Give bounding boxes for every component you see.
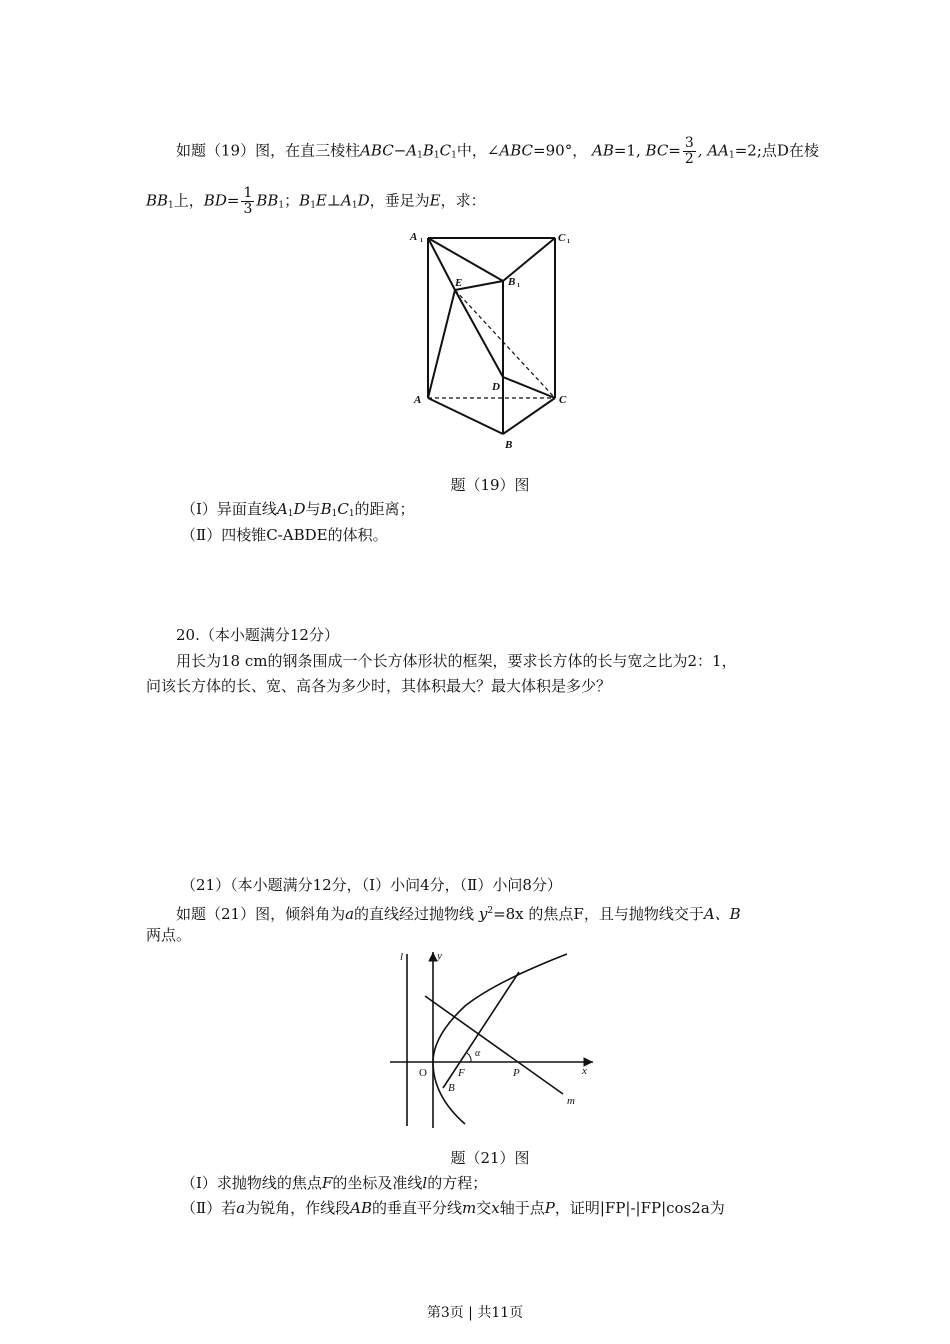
label-d: D — [492, 381, 500, 393]
label-b1-sub: 1 — [517, 283, 520, 289]
q20-header: 20.（本小题满分12分） — [176, 626, 339, 644]
label-alpha: α — [475, 1048, 481, 1059]
edge-b-c — [503, 398, 555, 434]
edge-e-c-dashed — [455, 290, 555, 398]
angle-alpha-arc — [467, 1053, 471, 1062]
q21-line1: 如题（21）图，倾斜角为a的直线经过抛物线 $y^2=8x$ 的焦点F，且与抛物线交于A、B — [176, 905, 741, 923]
label-x: x — [582, 1065, 587, 1077]
figure-19-prism — [400, 226, 590, 456]
figure-21-parabola — [385, 946, 600, 1131]
page-footer: 第3页 | 共11页 — [426, 1305, 524, 1321]
label-m: m — [567, 1095, 575, 1107]
q19-part2: （Ⅱ）四棱锥C-ABDE的体积。 — [181, 526, 388, 544]
label-c1-sub: 1 — [567, 239, 570, 245]
label-a1-sub: 1 — [420, 238, 423, 244]
label-a1: A — [410, 231, 418, 243]
label-b: B — [448, 1082, 455, 1094]
edge-a-b — [428, 398, 503, 434]
label-c1: C — [558, 232, 566, 244]
fraction-3-2: $\frac{3}{2}$ — [684, 135, 694, 167]
q21-line2: 两点。 — [146, 926, 192, 944]
q19-part1: （Ⅰ）异面直线$A_1D$与$B_1C_1$的距离； — [181, 500, 415, 519]
edge-e-a — [428, 290, 455, 398]
label-b1: B — [508, 276, 516, 288]
q20-line2: 问该长方体的长、宽、高各为多少时，其体积最大？最大体积是多少？ — [146, 677, 612, 695]
label-y: y — [437, 950, 442, 962]
q19-statement-line2: $BB_1$上，BD= $\frac{1}{3}$ $BB_1$；$B_1E\perp A_1D$，垂足为E，求： — [146, 185, 486, 217]
figure-19-caption: 题（19）图 — [450, 476, 530, 494]
label-o: O — [419, 1067, 427, 1079]
q21-part1: （Ⅰ）求抛物线的焦点F的坐标及准线l的方程； — [181, 1174, 488, 1192]
label-a: A — [414, 394, 422, 406]
label-f: F — [458, 1067, 465, 1079]
label-l: l — [400, 951, 404, 963]
label-c: C — [559, 394, 567, 406]
line-ab — [443, 972, 519, 1088]
q21-part2: （Ⅱ）若a为锐角，作线段AB的垂直平分线m交x轴于点P，证明|FP|-|FP|cos2a为 — [181, 1199, 725, 1217]
edge-d-c — [503, 377, 555, 398]
edge-b1-c1 — [503, 238, 555, 281]
q21-header: （21）（本小题满分12分，（Ⅰ）小问4分，（Ⅱ）小问8分） — [181, 876, 562, 894]
q19-statement-line1: 如题（19）图，在直三棱柱$ABC-A_1B_1C_1$中，∠ABC=90°， AB=1, BC= $\frac{3}{2}$ , $AA_1=2$;点D在棱 — [176, 135, 819, 167]
q20-line1: 用长为18 cm的钢条围成一个长方体形状的框架，要求长方体的长与宽之比为2：1， — [176, 652, 737, 670]
fraction-1-3: $\frac{1}{3}$ — [243, 185, 253, 217]
parabola-curve — [433, 954, 567, 1124]
label-p: P — [513, 1067, 520, 1079]
figure-21-caption: 题（21）图 — [450, 1149, 530, 1167]
label-b: B — [505, 439, 513, 451]
label-e: E — [455, 277, 463, 289]
